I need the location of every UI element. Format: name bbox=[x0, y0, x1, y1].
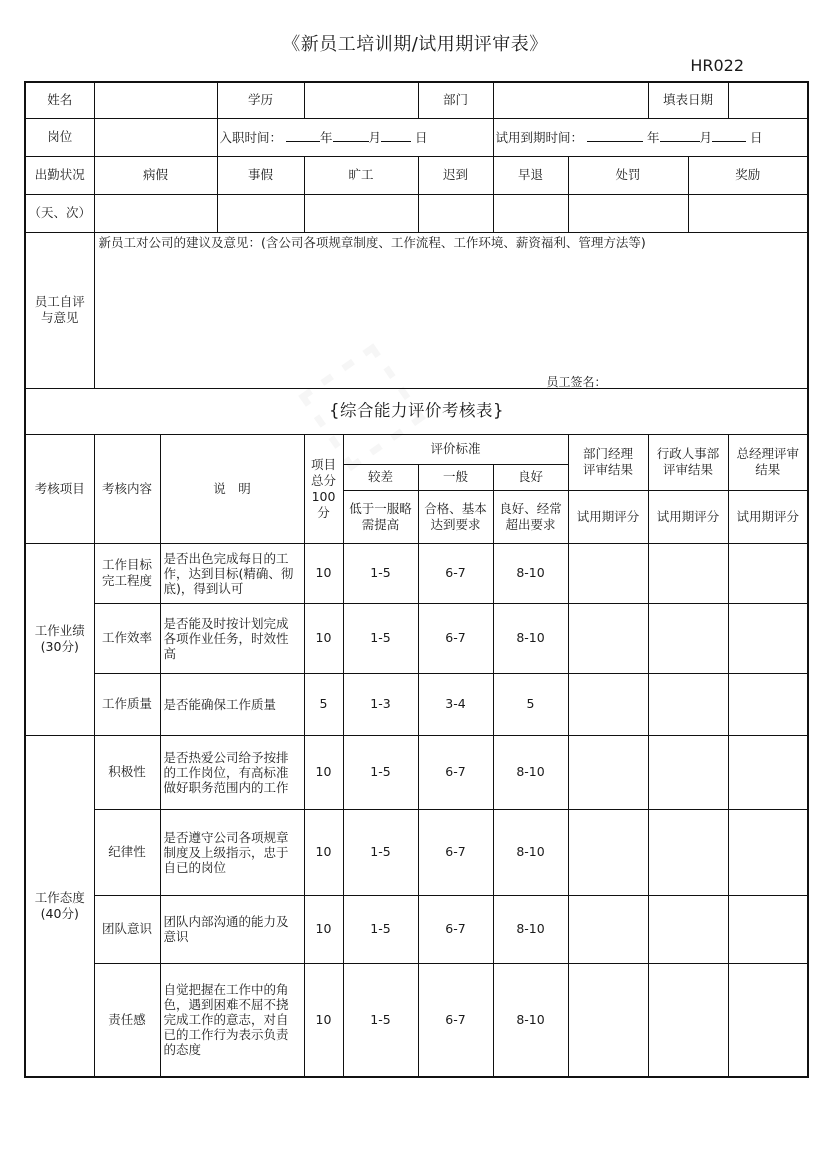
score-cell: 5 bbox=[304, 673, 343, 735]
header-hr: 行政人事部评审结果 bbox=[648, 434, 728, 490]
trial-year-unit: 年 bbox=[646, 129, 660, 145]
header-good: 良好 bbox=[493, 464, 568, 490]
header-standard: 评价标准 bbox=[343, 434, 568, 464]
header-desc: 说 明 bbox=[160, 434, 304, 543]
attendance-early-value[interactable] bbox=[493, 194, 568, 232]
header-dept-mgr: 部门经理评审结果 bbox=[568, 434, 648, 490]
hire-year-unit: 年 bbox=[320, 129, 333, 145]
score-cell: 10 bbox=[304, 735, 343, 809]
trial-day-unit: 日 bbox=[750, 129, 763, 145]
employee-signature-label: 员工签名： bbox=[546, 374, 607, 388]
header-gm: 总经理评审结果 bbox=[728, 434, 808, 490]
self-eval-prompt: 新员工对公司的建议及意见：(含公司各项规章制度、工作流程、工作环境、薪资福利、管理方法等) bbox=[98, 234, 646, 250]
hr-score-input[interactable] bbox=[648, 735, 728, 809]
header-good-desc: 良好、经常超出要求 bbox=[493, 490, 568, 543]
document-title: 《新员工培训期/试用期评审表》 bbox=[282, 34, 548, 55]
poor-range-cell: 1-3 bbox=[343, 673, 418, 735]
score-cell: 10 bbox=[304, 963, 343, 1077]
attendance-col-early: 早退 bbox=[493, 156, 568, 194]
hire-month-blank[interactable] bbox=[333, 129, 369, 142]
content-cell: 工作目标完工程度 bbox=[94, 543, 160, 603]
poor-range-cell: 1-5 bbox=[343, 895, 418, 963]
hr-score-input[interactable] bbox=[648, 963, 728, 1077]
attendance-late-value[interactable] bbox=[418, 194, 493, 232]
poor-range-cell: 1-5 bbox=[343, 543, 418, 603]
normal-range-cell: 6-7 bbox=[418, 895, 493, 963]
attendance-col-reward: 奖励 bbox=[688, 156, 808, 194]
hr-score-input[interactable] bbox=[648, 543, 728, 603]
hire-year-blank[interactable] bbox=[286, 129, 320, 142]
score-cell: 10 bbox=[304, 543, 343, 603]
header-content: 考核内容 bbox=[94, 434, 160, 543]
normal-range-cell: 6-7 bbox=[418, 963, 493, 1077]
attendance-absent-value[interactable] bbox=[304, 194, 418, 232]
poor-range-cell: 1-5 bbox=[343, 963, 418, 1077]
gm-score-input[interactable] bbox=[728, 673, 808, 735]
position-field[interactable] bbox=[94, 118, 217, 156]
hire-month-unit: 月 bbox=[368, 129, 382, 145]
score-cell: 10 bbox=[304, 603, 343, 673]
attendance-sick-value[interactable] bbox=[94, 194, 217, 232]
attendance-col-personal: 事假 bbox=[217, 156, 304, 194]
group-attitude: 工作态度(40分) bbox=[25, 735, 94, 1077]
position-label: 岗位 bbox=[25, 118, 94, 156]
attendance-unit-label: （天、次） bbox=[25, 194, 94, 232]
content-cell: 团队意识 bbox=[94, 895, 160, 963]
good-range-cell: 8-10 bbox=[493, 603, 568, 673]
normal-range-cell: 6-7 bbox=[418, 543, 493, 603]
good-range-cell: 5 bbox=[493, 673, 568, 735]
attendance-col-late: 迟到 bbox=[418, 156, 493, 194]
good-range-cell: 8-10 bbox=[493, 543, 568, 603]
content-cell: 工作质量 bbox=[94, 673, 160, 735]
gm-score-input[interactable] bbox=[728, 895, 808, 963]
content-cell: 积极性 bbox=[94, 735, 160, 809]
attendance-penalty-value[interactable] bbox=[568, 194, 688, 232]
gm-score-input[interactable] bbox=[728, 963, 808, 1077]
review-form-table bbox=[24, 81, 809, 1078]
attendance-personal-value[interactable] bbox=[217, 194, 304, 232]
name-field[interactable] bbox=[94, 82, 217, 118]
attendance-col-penalty: 处罚 bbox=[568, 156, 688, 194]
poor-range-cell: 1-5 bbox=[343, 735, 418, 809]
desc-cell: 是否能确保工作质量 bbox=[160, 673, 304, 735]
header-gm-trial-score: 试用期评分 bbox=[728, 490, 808, 543]
header-normal: 一般 bbox=[418, 464, 493, 490]
normal-range-cell: 3-4 bbox=[418, 673, 493, 735]
header-hr-trial-score: 试用期评分 bbox=[648, 490, 728, 543]
assessment-section-title: {综合能力评价考核表} bbox=[25, 388, 808, 434]
education-label: 学历 bbox=[217, 82, 304, 118]
hr-score-input[interactable] bbox=[648, 895, 728, 963]
content-cell: 纪律性 bbox=[94, 809, 160, 895]
hire-date-field[interactable] bbox=[217, 118, 493, 156]
fill-date-label: 填表日期 bbox=[648, 82, 728, 118]
hire-day-blank[interactable] bbox=[381, 129, 411, 142]
gm-score-input[interactable] bbox=[728, 543, 808, 603]
normal-range-cell: 6-7 bbox=[418, 809, 493, 895]
self-eval-label: 员工自评与意见 bbox=[25, 232, 94, 388]
header-total: 项目总分100分 bbox=[304, 434, 343, 543]
trial-year-blank[interactable] bbox=[587, 129, 643, 142]
trial-month-unit: 月 bbox=[699, 129, 713, 145]
name-label: 姓名 bbox=[25, 82, 94, 118]
dept-score-input[interactable] bbox=[568, 735, 648, 809]
form-code: HR022 bbox=[690, 56, 744, 75]
content-cell: 责任感 bbox=[94, 963, 160, 1077]
attendance-col-absent: 旷工 bbox=[304, 156, 418, 194]
fill-date-field[interactable] bbox=[728, 82, 808, 118]
header-poor: 较差 bbox=[343, 464, 418, 490]
dept-field[interactable] bbox=[493, 82, 648, 118]
normal-range-cell: 6-7 bbox=[418, 603, 493, 673]
trial-day-blank[interactable] bbox=[712, 129, 746, 142]
good-range-cell: 8-10 bbox=[493, 735, 568, 809]
trial-end-label: 试用到期时间： bbox=[495, 129, 584, 145]
education-field[interactable] bbox=[304, 82, 418, 118]
hire-date-label: 入职时间： bbox=[219, 129, 283, 145]
content-cell: 工作效率 bbox=[94, 603, 160, 673]
hire-day-unit: 日 bbox=[415, 129, 428, 145]
hr-score-input[interactable] bbox=[648, 809, 728, 895]
desc-cell: 是否能及时按计划完成各项作业任务，时效性高 bbox=[160, 603, 304, 673]
dept-label: 部门 bbox=[418, 82, 493, 118]
trial-month-blank[interactable] bbox=[660, 129, 700, 142]
good-range-cell: 8-10 bbox=[493, 895, 568, 963]
normal-range-cell: 6-7 bbox=[418, 735, 493, 809]
desc-cell: 是否热爱公司给予按排的工作岗位，有高标准做好职务范围内的工作 bbox=[160, 735, 304, 809]
good-range-cell: 8-10 bbox=[493, 963, 568, 1077]
attendance-col-sick: 病假 bbox=[94, 156, 217, 194]
good-range-cell: 8-10 bbox=[493, 809, 568, 895]
gm-score-input[interactable] bbox=[728, 735, 808, 809]
group-performance: 工作业绩(30分) bbox=[25, 543, 94, 735]
header-item: 考核项目 bbox=[25, 434, 94, 543]
header-normal-desc: 合格、基本达到要求 bbox=[418, 490, 493, 543]
dept-score-input[interactable] bbox=[568, 673, 648, 735]
attendance-label: 出勤状况 bbox=[25, 156, 94, 194]
attendance-reward-value[interactable] bbox=[688, 194, 808, 232]
desc-cell: 是否出色完成每日的工作，达到目标(精确、彻底)，得到认可 bbox=[160, 543, 304, 603]
dept-score-input[interactable] bbox=[568, 809, 648, 895]
desc-cell: 自觉把握在工作中的角色，遇到困难不屈不挠完成工作的意志，对自已的工作行为表示负责的态度 bbox=[160, 963, 304, 1077]
poor-range-cell: 1-5 bbox=[343, 603, 418, 673]
dept-score-input[interactable] bbox=[568, 603, 648, 673]
gm-score-input[interactable] bbox=[728, 603, 808, 673]
header-poor-desc: 低于一服略需提高 bbox=[343, 490, 418, 543]
poor-range-cell: 1-5 bbox=[343, 809, 418, 895]
dept-score-input[interactable] bbox=[568, 963, 648, 1077]
header-dept-trial-score: 试用期评分 bbox=[568, 490, 648, 543]
hr-score-input[interactable] bbox=[648, 673, 728, 735]
desc-cell: 团队内部沟通的能力及意识 bbox=[160, 895, 304, 963]
gm-score-input[interactable] bbox=[728, 809, 808, 895]
dept-score-input[interactable] bbox=[568, 543, 648, 603]
hr-score-input[interactable] bbox=[648, 603, 728, 673]
score-cell: 10 bbox=[304, 895, 343, 963]
score-cell: 10 bbox=[304, 809, 343, 895]
trial-end-field[interactable] bbox=[493, 118, 808, 156]
self-eval-area[interactable] bbox=[94, 232, 808, 388]
desc-cell: 是否遵守公司各项规章制度及上级指示，忠于自已的岗位 bbox=[160, 809, 304, 895]
dept-score-input[interactable] bbox=[568, 895, 648, 963]
